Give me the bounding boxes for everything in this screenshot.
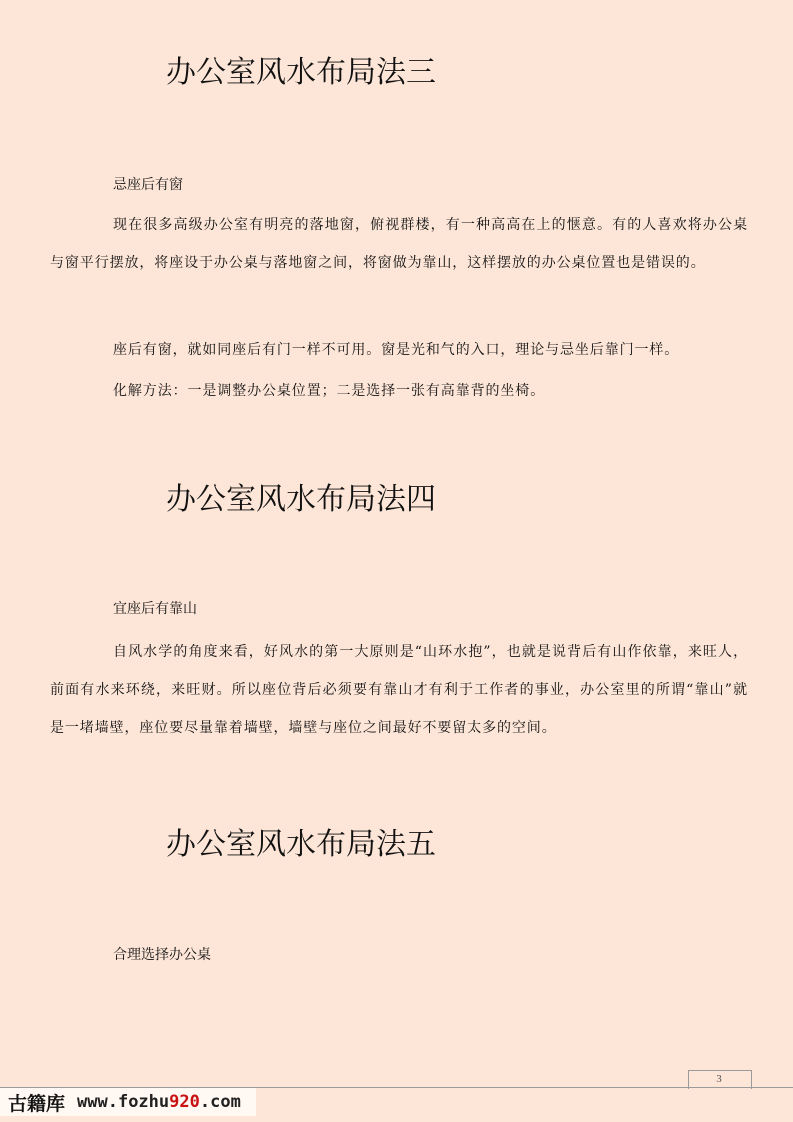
page-number: 3: [716, 1073, 722, 1085]
paragraph-3-2: 座后有窗，就如同座后有门一样不可用。窗是光和气的入口，理论与忌坐后靠门一样。: [113, 342, 680, 358]
section-title-4: 办公室风水布局法四: [166, 482, 436, 517]
watermark-url-prefix: www.fozhu: [77, 1092, 170, 1112]
section-title-5: 办公室风水布局法五: [166, 827, 436, 862]
watermark-url: [77, 1092, 241, 1112]
site-watermark: [0, 1088, 256, 1116]
paragraph-4-1: 自风水学的角度来看，好风水的第一大原则是“山环水抱”，也就是说背后有山作依靠，来旺人，前面有水来环绕，来旺财。所以座位背后必须要有靠山才有利于工作者的事业，办公室里的所谓“靠山”就是一堵墙壁，座位要尽量靠着墙壁，墙壁与座位之间最好不要留太多的空间。: [50, 644, 748, 736]
watermark-url-suffix: .com: [199, 1092, 241, 1112]
watermark-site-name: 古籍库: [8, 1092, 66, 1115]
section-title-3: 办公室风水布局法三: [166, 55, 436, 90]
subhead-4: 宜座后有靠山: [113, 601, 197, 617]
subhead-3: 忌座后有窗: [113, 177, 183, 193]
subhead-5: 合理选择办公桌: [113, 947, 211, 963]
paragraph-3-1: 现在很多高级办公室有明亮的落地窗，俯视群楼，有一种高高在上的惬意。有的人喜欢将办公桌与窗平行摆放，将座设于办公桌与落地窗之间，将窗做为靠山，这样摆放的办公桌位置也是错误的。: [50, 217, 748, 271]
watermark-url-highlight: 920: [169, 1092, 200, 1112]
paragraph-3-3: 化解方法：一是调整办公桌位置；二是选择一张有高靠背的坐椅。: [113, 383, 546, 399]
